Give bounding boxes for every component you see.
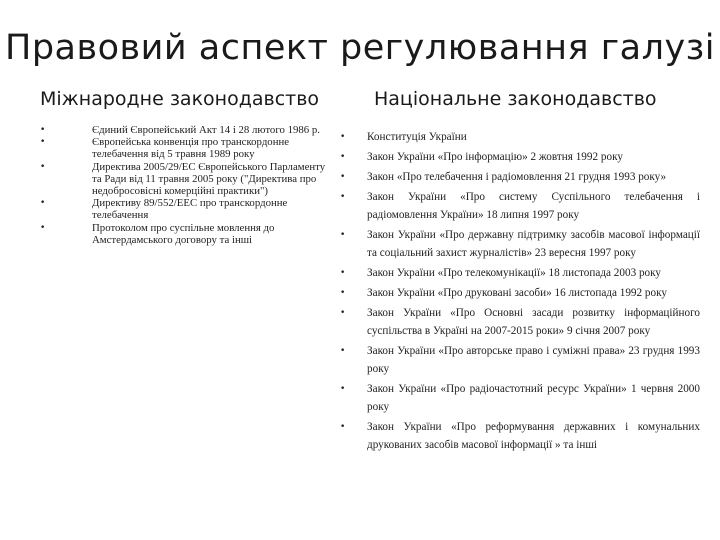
list-item-text: Закон України «Про друковані засоби» 16 листопада 1992 року xyxy=(367,287,667,299)
bullet-icon: • xyxy=(40,125,46,135)
list-item xyxy=(338,226,700,262)
bullet-icon: • xyxy=(340,152,346,162)
national-law-heading: Національне законодавство xyxy=(374,88,657,110)
list-item-text: Європейська конвенція про транскордонне телебачення від 5 травня 1989 року xyxy=(92,136,290,161)
bullet-icon: • xyxy=(340,192,346,202)
list-item xyxy=(338,148,700,166)
list-item-text: Закон України «Про авторське право і суміжні права» 23 грудня 1993 року xyxy=(367,345,700,375)
list-item-text: Директива 2005/29/ЕС Європейського Парламенту та Ради від 11 травня 2005 року ("Директива про недобросовісні комерційні практики") xyxy=(92,160,326,198)
list-item-text: Закон України «Про телекомунікації» 18 листопада 2003 року xyxy=(367,267,662,279)
list-item xyxy=(40,197,336,221)
list-item-text: Закон України «Про державну підтримку засобів масової інформації та соціальний захист журналістів» 23 вересня 1997 року xyxy=(367,229,700,259)
list-item-text: Закон України «Про реформування державних і комунальних друкованих засобів масової інформації » та інші xyxy=(367,421,700,451)
list-item-text: Протоколом про суспільне мовлення до Амстердамського договору та інші xyxy=(92,221,275,246)
bullet-icon: • xyxy=(340,384,346,394)
bullet-icon: • xyxy=(40,161,46,172)
bullet-icon: • xyxy=(340,422,346,432)
bullet-icon: • xyxy=(340,346,346,356)
list-item-text: Конституція України xyxy=(367,131,467,143)
list-item-text: Директиву 89/552/ЕЕС про транскордонне телебачення xyxy=(92,197,288,222)
list-item xyxy=(40,161,336,198)
list-item-text: Закон України «Про Основні засади розвитку інформаційного суспільства в Україні на 2007-2015 роки» 9 січня 2007 року xyxy=(367,307,700,337)
list-item-text: Закон України «Про радіочастотний ресурс України» 1 червня 2000 року xyxy=(367,383,700,413)
list-item xyxy=(338,304,700,340)
list-item xyxy=(338,418,700,454)
bullet-icon: • xyxy=(340,288,346,298)
bullet-icon: • xyxy=(340,308,346,318)
list-item xyxy=(40,124,336,136)
bullet-icon: • xyxy=(340,268,346,278)
list-item xyxy=(338,284,700,302)
list-item-text: Єдиний Європейський Акт 14 і 28 лютого 1986 р. xyxy=(92,124,320,136)
list-item-text: Закон «Про телебачення і радіомовлення 21 грудня 1993 року» xyxy=(367,171,667,183)
list-item xyxy=(40,136,336,160)
list-item-text: Закон України «Про систему Суспільного телебачення і радіомовлення України» 18 липня 1997 року xyxy=(367,191,700,221)
national-law-list xyxy=(338,128,700,456)
list-item-text: Закон України «Про інформацію» 2 жовтня 1992 року xyxy=(367,151,623,163)
list-item xyxy=(338,188,700,224)
list-item xyxy=(338,128,700,146)
slide-title: Правовий аспект регулювання галузі xyxy=(5,28,715,68)
bullet-icon: • xyxy=(340,230,346,240)
list-item xyxy=(338,342,700,378)
international-law-heading: Міжнародне законодавство xyxy=(40,88,320,110)
bullet-icon: • xyxy=(340,172,346,182)
list-item xyxy=(338,380,700,416)
list-item xyxy=(40,222,336,246)
list-item xyxy=(338,168,700,186)
international-law-list xyxy=(40,124,336,246)
bullet-icon: • xyxy=(340,132,346,142)
list-item xyxy=(338,264,700,282)
bullet-icon: • xyxy=(40,198,46,209)
bullet-icon: • xyxy=(40,137,46,148)
bullet-icon: • xyxy=(40,222,46,233)
